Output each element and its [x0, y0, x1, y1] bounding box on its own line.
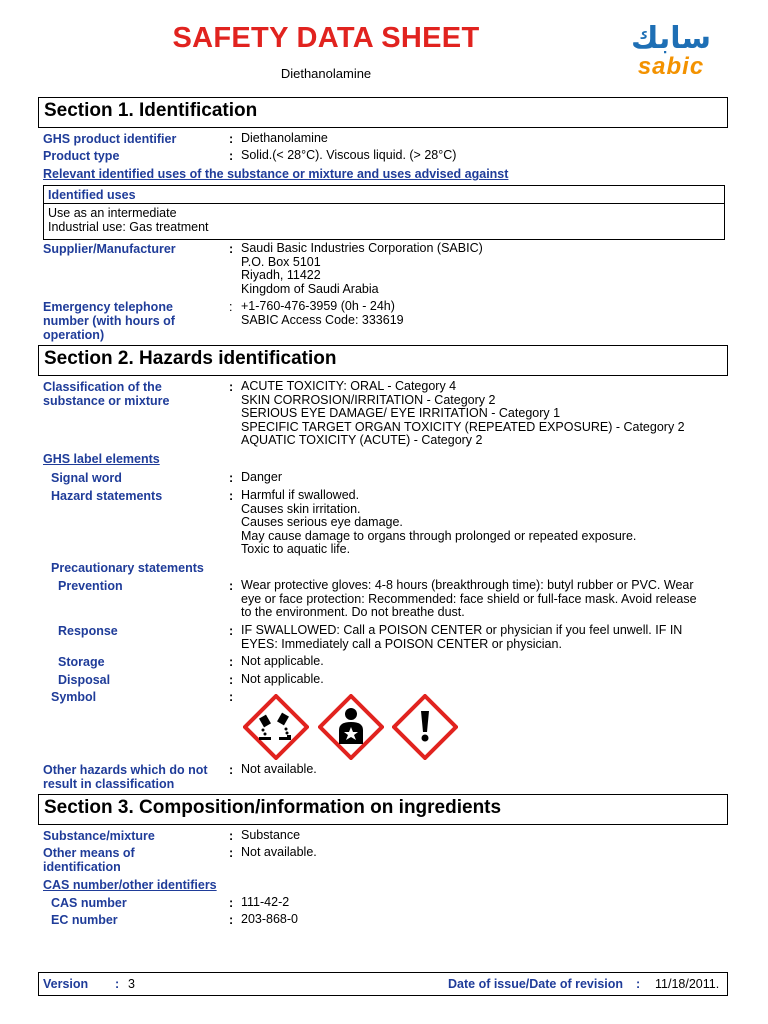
label-line: operation) [43, 328, 105, 342]
label-line: Classification of the [43, 380, 162, 394]
other-hazards-value: Not available. [241, 762, 317, 776]
cas-number-value: 111-42-2 [241, 895, 290, 909]
ec-number-label: EC number [51, 913, 118, 927]
colon: : [229, 896, 234, 910]
response-line: IF SWALLOWED: Call a POISON CENTER or physician if you feel unwell. IF IN [241, 623, 683, 637]
hazard-statements-value [241, 489, 728, 557]
other-means-label [43, 846, 223, 874]
colon: : [229, 471, 234, 485]
disposal-label: Disposal [58, 673, 111, 687]
relevant-uses-link[interactable]: Relevant identified uses of the substance or mixture and uses advised against [43, 167, 509, 181]
product-type-value: Solid.(< 28°C). Viscous liquid. (> 28°C) [241, 148, 457, 162]
signal-word-label: Signal word [51, 471, 122, 485]
version-value: 3 [128, 977, 135, 991]
supplier-line: P.O. Box 5101 [241, 254, 321, 269]
colon: : [229, 829, 234, 843]
emergency-label [43, 300, 223, 342]
colon: : [229, 655, 234, 669]
exclamation-mark-pictogram-icon [392, 694, 458, 760]
other-means-value: Not available. [241, 845, 317, 859]
ec-number-value: 203-868-0 [241, 912, 298, 926]
page-footer [38, 972, 728, 996]
colon: : [229, 624, 234, 638]
colon: : [636, 977, 641, 991]
emergency-value [241, 300, 728, 327]
classification-line: SERIOUS EYE DAMAGE/ EYE IRRITATION - Category 1 [241, 406, 561, 420]
prevention-line: eye or face protection: Recommended: face shield or full-face mask. Avoid release [241, 591, 697, 606]
classification-line: ACUTE TOXICITY: ORAL - Category 4 [241, 379, 457, 393]
section-3-heading: Section 3. Composition/information on ingredients [38, 794, 728, 825]
hazard-line: May cause damage to organs through prolonged or repeated exposure. [241, 528, 637, 543]
date-value: 11/18/2011. [655, 977, 720, 991]
colon: : [229, 489, 234, 503]
classification-line: SKIN CORROSION/IRRITATION - Category 2 [241, 392, 496, 407]
version-label: Version [43, 977, 89, 991]
colon: : [229, 846, 234, 860]
sabic-logo [612, 22, 730, 84]
colon: : [229, 380, 234, 394]
hazard-line: Causes serious eye damage. [241, 515, 403, 529]
identified-uses-list [44, 204, 724, 234]
ghs-product-identifier-value: Diethanolamine [241, 131, 328, 145]
label-line: Other hazards which do not [43, 763, 208, 777]
colon: : [229, 673, 234, 687]
label-line: result in classification [43, 777, 175, 791]
label-line: Emergency telephone [43, 300, 173, 314]
identified-uses-header: Identified uses [44, 186, 724, 204]
classification-value [241, 380, 728, 448]
date-label: Date of issue/Date of revision [448, 977, 624, 991]
colon: : [229, 690, 234, 704]
emergency-line: SABIC Access Code: 333619 [241, 312, 404, 327]
colon: : [229, 579, 234, 593]
ghs-label-elements-link[interactable]: GHS label elements [43, 452, 160, 466]
prevention-label: Prevention [58, 579, 123, 593]
colon: : [229, 763, 234, 777]
precautionary-statements-label: Precautionary statements [51, 561, 204, 575]
supplier-value [241, 242, 728, 296]
classification-label [43, 380, 223, 408]
health-hazard-pictogram-icon [318, 694, 384, 760]
signal-word-value: Danger [241, 470, 282, 484]
colon: : [229, 913, 234, 927]
list-item: Use as an intermediate [48, 206, 177, 220]
disposal-value: Not applicable. [241, 672, 324, 686]
hazard-line: Causes skin irritation. [241, 501, 361, 516]
other-hazards-label [43, 763, 223, 791]
prevention-line: to the environment. Do not breathe dust. [241, 605, 465, 619]
identified-uses-table [43, 185, 725, 240]
supplier-line: Saudi Basic Industries Corporation (SABIC) [241, 241, 483, 255]
label-line: number (with hours of [43, 314, 175, 328]
document-title: SAFETY DATA SHEET [172, 22, 480, 54]
corrosion-pictogram-icon [243, 694, 309, 760]
logo-latin-text: sabic [637, 53, 705, 80]
label-line: substance or mixture [43, 394, 170, 408]
response-value [241, 624, 728, 651]
storage-label: Storage [58, 655, 105, 669]
hazard-statements-label: Hazard statements [51, 489, 163, 503]
logo-arabic-text: سابك [631, 22, 711, 55]
classification-line: AQUATIC TOXICITY (ACUTE) - Category 2 [241, 433, 483, 447]
colon: : [115, 977, 120, 991]
prevention-value [241, 579, 728, 620]
response-line: EYES: Immediately call a POISON CENTER or physician. [241, 636, 562, 651]
prevention-line: Wear protective gloves: 4-8 hours (breakthrough time): butyl rubber or PVC. Wear [241, 578, 694, 592]
emergency-line: +1-760-476-3959 (0h - 24h) [241, 299, 395, 313]
supplier-line: Riyadh, 11422 [241, 268, 321, 282]
classification-line: SPECIFIC TARGET ORGAN TOXICITY (REPEATED EXPOSURE) - Category 2 [241, 419, 685, 434]
response-label: Response [58, 624, 118, 638]
substance-mixture-label: Substance/mixture [43, 829, 155, 843]
colon: : [229, 132, 234, 146]
section-1-heading: Section 1. Identification [38, 97, 728, 128]
label-line: identification [43, 860, 121, 874]
symbol-label: Symbol [51, 690, 97, 704]
product-type-label: Product type [43, 149, 120, 163]
supplier-line: Kingdom of Saudi Arabia [241, 281, 379, 296]
section-2-heading: Section 2. Hazards identification [38, 345, 728, 376]
hazard-line: Toxic to aquatic life. [241, 542, 351, 556]
colon: : [229, 242, 234, 256]
hazard-line: Harmful if swallowed. [241, 488, 360, 502]
storage-value: Not applicable. [241, 654, 324, 668]
cas-identifiers-link[interactable]: CAS number/other identifiers [43, 878, 217, 892]
colon: : [229, 149, 234, 163]
cas-number-label: CAS number [51, 896, 127, 910]
supplier-label: Supplier/Manufacturer [43, 242, 176, 256]
substance-mixture-value: Substance [241, 828, 301, 842]
colon: : [229, 300, 233, 314]
ghs-product-identifier-label: GHS product identifier [43, 132, 177, 146]
list-item: Industrial use: Gas treatment [48, 220, 209, 234]
product-name: Diethanolamine [280, 66, 372, 81]
label-line: Other means of [43, 846, 135, 860]
